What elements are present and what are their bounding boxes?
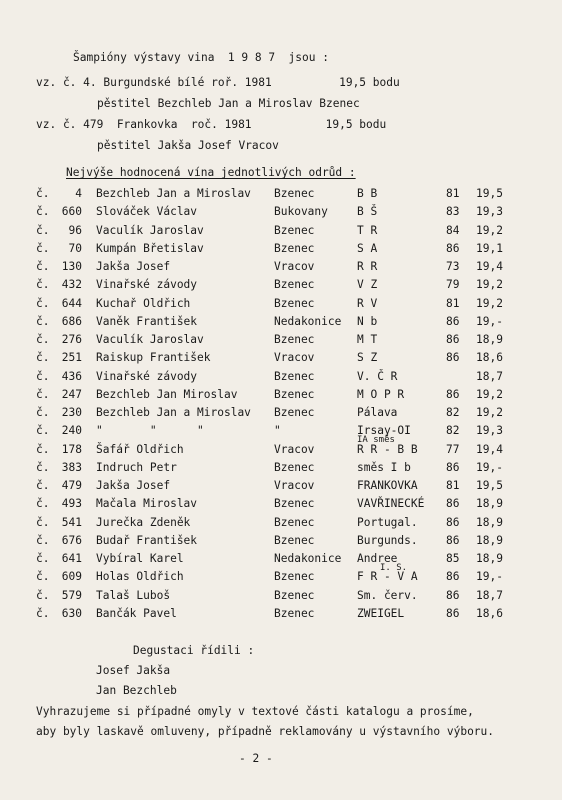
vintage-year: 86 <box>446 533 460 547</box>
variety: Irsay-OI <box>357 424 411 438</box>
village: Vracov <box>274 260 315 273</box>
vintage-year: 82 <box>446 406 460 419</box>
points: 19,2 <box>476 296 503 310</box>
points: 19,4 <box>476 442 503 456</box>
table-row <box>0 388 562 406</box>
village: " <box>274 424 281 438</box>
director-2: Jan Bezchleb <box>96 684 177 697</box>
points: 18,9 <box>476 533 503 547</box>
points: 19,5 <box>476 187 503 200</box>
row-label: č. <box>36 205 50 219</box>
sample-number: 644 <box>61 296 82 310</box>
variety: R R - B B <box>357 442 418 456</box>
row-label: č. <box>36 278 50 292</box>
variety: S A <box>357 241 378 255</box>
sample-number: 641 <box>61 552 82 565</box>
vintage-year: 86 <box>446 588 460 602</box>
note-line-2: aby byly laskavě omluveny, případně reklamovány u výstavního výboru. <box>36 725 495 738</box>
grower-name: Bezchleb Jan a Miroslav <box>96 406 251 419</box>
vintage-year: 86 <box>446 351 460 365</box>
variety-insert: I. S. <box>380 563 408 573</box>
variety: T R <box>357 223 378 237</box>
points: 19,3 <box>476 424 503 438</box>
sample-number: 383 <box>61 460 82 474</box>
grower-name: Jurečka Zdeněk <box>96 515 191 529</box>
sample-number: 479 <box>61 479 82 492</box>
sample-number: 579 <box>61 588 82 602</box>
grower-name: " " " <box>96 424 204 438</box>
row-label: č. <box>36 479 50 492</box>
table-row <box>0 315 562 333</box>
variety: S Z <box>357 351 378 365</box>
row-label: č. <box>36 314 50 328</box>
table-row <box>0 333 562 351</box>
row-label: č. <box>36 241 50 255</box>
row-label: č. <box>36 387 50 401</box>
village: Bzenec <box>274 570 315 584</box>
points: 18,9 <box>476 333 503 346</box>
village: Bzenec <box>274 296 315 310</box>
vintage-year: 85 <box>446 552 460 565</box>
table-row <box>0 224 562 242</box>
grower-name: Talaš Luboš <box>96 588 171 602</box>
sample-number: 130 <box>61 260 82 273</box>
row-label: č. <box>36 333 50 346</box>
table-row <box>0 278 562 296</box>
table-row <box>0 534 562 552</box>
grower-name: Bezchleb Jan Miroslav <box>96 387 238 401</box>
vintage-year: 79 <box>446 278 460 292</box>
champion-1-line: vz. č. 4. Burgundské bílé roř. 1981 19,5 bodu <box>36 76 400 89</box>
sample-number: 276 <box>61 333 82 346</box>
table-row <box>0 497 562 515</box>
table-row <box>0 570 562 588</box>
variety: N b <box>357 314 378 328</box>
variety: F R - V A <box>357 570 418 584</box>
vintage-year: 84 <box>446 223 460 237</box>
champion-2-grower: pěstitel Jakša Josef Vracov <box>97 139 279 152</box>
sample-number: 686 <box>61 314 82 328</box>
grower-name: Bezchleb Jan a Miroslav <box>96 187 251 200</box>
vintage-year: 81 <box>446 296 460 310</box>
row-label: č. <box>36 460 50 474</box>
village: Nedakonice <box>274 552 342 565</box>
row-label: č. <box>36 570 50 584</box>
grower-name: Vaculík Jaroslav <box>96 223 204 237</box>
section-title: Nejvýše hodnocená vína jednotlivých odrůd : <box>66 166 356 179</box>
sample-number: 247 <box>61 387 82 401</box>
vintage-year: 81 <box>446 187 460 200</box>
village: Bzenec <box>274 515 315 529</box>
variety: M O P R <box>357 387 405 401</box>
table-row <box>0 479 562 497</box>
table-row <box>0 242 562 260</box>
grower-name: Mačala Miroslav <box>96 497 198 511</box>
points: 18,9 <box>476 552 503 565</box>
points: 18,6 <box>476 606 503 620</box>
row-label: č. <box>36 442 50 456</box>
sample-number: 436 <box>61 369 82 383</box>
points: 19,1 <box>476 241 503 255</box>
vintage-year: 86 <box>446 606 460 620</box>
variety: Pálava <box>357 406 398 419</box>
table-row <box>0 370 562 388</box>
grower-name: Raiskup František <box>96 351 211 365</box>
vintage-year: 86 <box>446 241 460 255</box>
vintage-year: 86 <box>446 387 460 401</box>
village: Bzenec <box>274 588 315 602</box>
points: 19,5 <box>476 479 503 492</box>
village: Bzenec <box>274 533 315 547</box>
champion-2-line: vz. č. 479 Frankovka roč. 1981 19,5 bodu <box>36 118 387 131</box>
village: Bzenec <box>274 241 315 255</box>
vintage-year: 77 <box>446 442 460 456</box>
grower-name: Holas Oldřich <box>96 570 184 584</box>
table-row <box>0 516 562 534</box>
points: 19,4 <box>476 260 503 273</box>
table-row <box>0 351 562 369</box>
sample-number: 432 <box>61 278 82 292</box>
points: 19,2 <box>476 387 503 401</box>
grower-name: Indruch Petr <box>96 460 177 474</box>
variety-insert: IA směs <box>357 435 395 446</box>
vintage-year: 82 <box>446 424 460 438</box>
grower-name: Vaněk František <box>96 314 198 328</box>
sample-number: 541 <box>61 515 82 529</box>
vintage-year: 86 <box>446 515 460 529</box>
village: Bukovany <box>274 205 328 219</box>
points: 19,3 <box>476 205 503 219</box>
village: Bzenec <box>274 333 315 346</box>
table-row <box>0 443 562 461</box>
variety: B Š <box>357 205 378 219</box>
variety: FRANKOVKA <box>357 479 418 492</box>
grower-name: Vaculík Jaroslav <box>96 333 204 346</box>
grower-name: Šafář Oldřich <box>96 442 184 456</box>
sample-number: 4 <box>75 187 82 200</box>
grower-name: Slováček Václav <box>96 205 198 219</box>
sample-number: 178 <box>61 442 82 456</box>
points: 19,2 <box>476 278 503 292</box>
sample-number: 240 <box>61 424 82 438</box>
tasting-label: Degustaci řídili : <box>133 644 255 657</box>
row-label: č. <box>36 351 50 365</box>
points: 18,6 <box>476 351 503 365</box>
sample-number: 96 <box>68 223 82 237</box>
points: 19,- <box>476 570 503 584</box>
row-label: č. <box>36 606 50 620</box>
vintage-year: 86 <box>446 570 460 584</box>
village: Vracov <box>274 351 315 365</box>
vintage-year: 86 <box>446 333 460 346</box>
row-label: č. <box>36 369 50 383</box>
grower-name: Kumpán Břetislav <box>96 241 204 255</box>
grower-name: Kuchař Oldřich <box>96 296 191 310</box>
points: 18,9 <box>476 497 503 511</box>
points: 19,- <box>476 314 503 328</box>
vintage-year: 86 <box>446 314 460 328</box>
vintage-year: 73 <box>446 260 460 273</box>
champion-1-grower: pěstitel Bezchleb Jan a Miroslav Bzenec <box>97 97 360 110</box>
row-label: č. <box>36 424 50 438</box>
village: Bzenec <box>274 606 315 620</box>
variety: směs I b <box>357 460 411 474</box>
sample-number: 251 <box>61 351 82 365</box>
note-line-1: Vyhrazujeme si případné omyly v textové části katalogu a prosíme, <box>36 705 474 718</box>
table-row <box>0 424 562 446</box>
row-label: č. <box>36 296 50 310</box>
village: Bzenec <box>274 187 315 200</box>
sample-number: 676 <box>61 533 82 547</box>
vintage-year: 83 <box>446 205 460 219</box>
village: Bzenec <box>274 223 315 237</box>
grower-name: Bančák Pavel <box>96 606 177 620</box>
variety: Burgunds. <box>357 533 418 547</box>
table-row <box>0 205 562 223</box>
grower-name: Vybíral Karel <box>96 552 184 565</box>
variety: VAVŘINECKÉ <box>357 497 425 511</box>
row-label: č. <box>36 260 50 273</box>
row-label: č. <box>36 187 50 200</box>
points: 19,- <box>476 460 503 474</box>
variety: Sm. červ. <box>357 588 418 602</box>
page-number: - 2 - <box>239 752 273 765</box>
table-row <box>0 260 562 278</box>
vintage-year: 81 <box>446 479 460 492</box>
sample-number: 493 <box>61 497 82 511</box>
variety: Portugal. <box>357 515 418 529</box>
village: Nedakonice <box>274 314 342 328</box>
vintage-year: 86 <box>446 497 460 511</box>
row-label: č. <box>36 588 50 602</box>
variety: V. Č R <box>357 369 398 383</box>
table-row <box>0 297 562 315</box>
variety: ZWEIGEL <box>357 606 405 620</box>
sample-number: 230 <box>61 406 82 419</box>
table-row <box>0 187 562 205</box>
sample-number: 609 <box>61 570 82 584</box>
table-row <box>0 607 562 625</box>
village: Vracov <box>274 479 315 492</box>
row-label: č. <box>36 406 50 419</box>
variety: M T <box>357 333 378 346</box>
table-row <box>0 461 562 479</box>
village: Vracov <box>274 442 315 456</box>
points: 18,9 <box>476 515 503 529</box>
champions-title: Šampióny výstavy vina 1 9 8 7 jsou : <box>73 51 329 64</box>
points: 19,2 <box>476 406 503 419</box>
sample-number: 660 <box>61 205 82 219</box>
variety: R R <box>357 260 378 273</box>
row-label: č. <box>36 497 50 511</box>
variety: R V <box>357 296 378 310</box>
row-label: č. <box>36 515 50 529</box>
village: Bzenec <box>274 497 315 511</box>
director-1: Josef Jakša <box>96 664 171 677</box>
village: Bzenec <box>274 387 315 401</box>
sample-number: 70 <box>68 241 82 255</box>
table-row <box>0 406 562 424</box>
vintage-year: 86 <box>446 460 460 474</box>
sample-number: 630 <box>61 606 82 620</box>
variety: B B <box>357 187 378 200</box>
variety: Andree <box>357 552 398 565</box>
points: 19,2 <box>476 223 503 237</box>
grower-name: Vinařské závody <box>96 278 198 292</box>
grower-name: Jakša Josef <box>96 260 171 273</box>
table-row <box>0 552 562 573</box>
row-label: č. <box>36 223 50 237</box>
village: Bzenec <box>274 460 315 474</box>
row-label: č. <box>36 552 50 565</box>
row-label: č. <box>36 533 50 547</box>
points: 18,7 <box>476 588 503 602</box>
grower-name: Budař František <box>96 533 198 547</box>
grower-name: Jakša Josef <box>96 479 171 492</box>
variety: V Z <box>357 278 378 292</box>
village: Bzenec <box>274 406 315 419</box>
village: Bzenec <box>274 369 315 383</box>
grower-name: Vinařské závody <box>96 369 198 383</box>
points: 18,7 <box>476 369 503 383</box>
table-row <box>0 589 562 607</box>
village: Bzenec <box>274 278 315 292</box>
